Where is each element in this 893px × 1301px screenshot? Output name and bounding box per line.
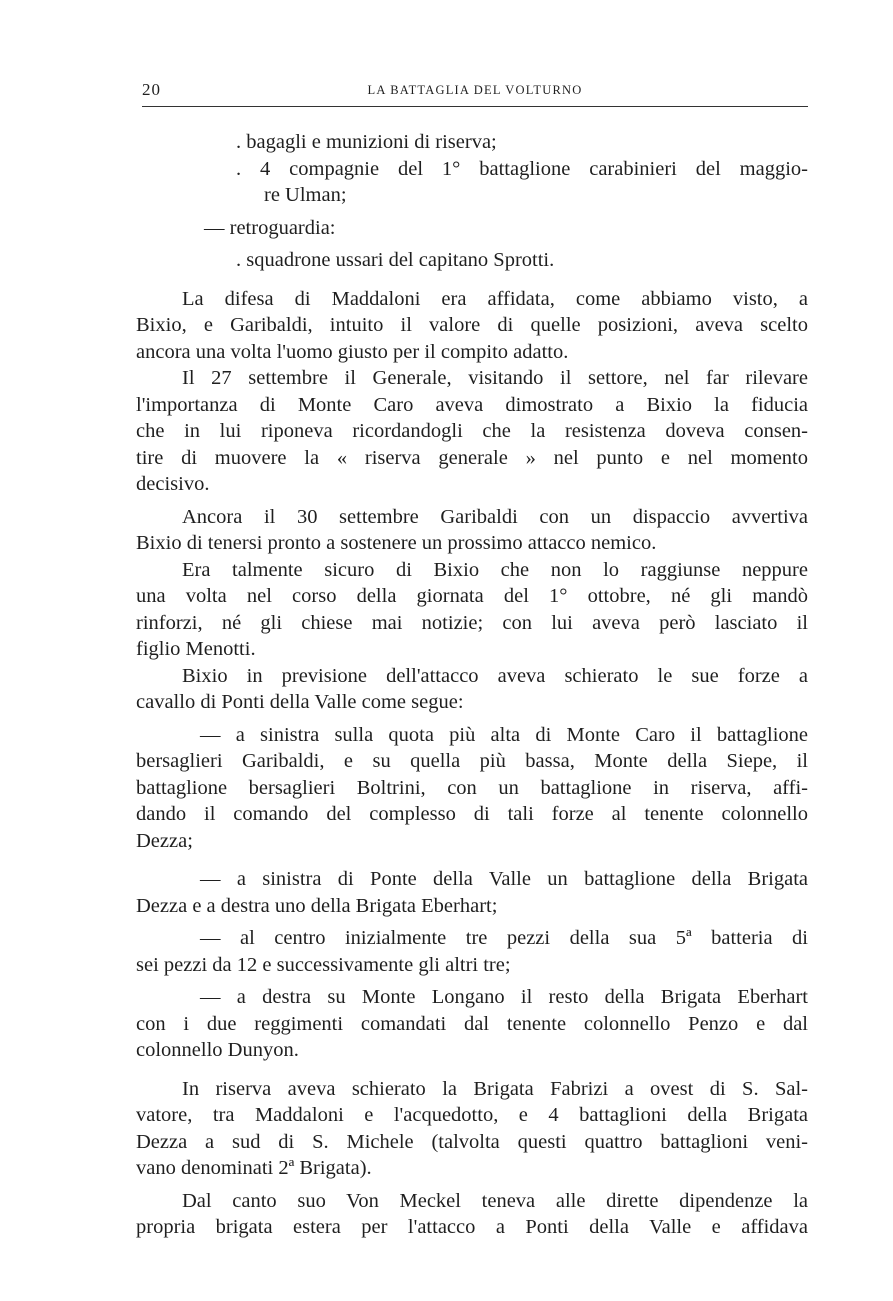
dash-item-line: colonnello Dunyon. — [136, 1039, 299, 1061]
paragraph-line: tire di muovere la « riserva generale » nel punto e nel momento — [136, 446, 808, 469]
list-item: . squadrone ussari del capitano Sprotti. — [236, 249, 555, 271]
dash-item-line: Dezza e a destra uno della Brigata Eberhart; — [136, 894, 498, 917]
header-rule — [142, 106, 808, 107]
page-header — [142, 80, 808, 102]
paragraph-line: l'importanza di Monte Caro aveva dimostrato a Bixio la fiducia — [136, 393, 808, 416]
running-title: LA BATTAGLIA DEL VOLTURNO — [367, 83, 583, 97]
list-item-continuation: re Ulman; — [264, 184, 347, 206]
dash-item-line: con i due reggimenti comandati dal tenente colonnello Penzo e dal — [136, 1012, 808, 1035]
paragraph-line: vatore, tra Maddaloni e l'acquedotto, e 4 battaglioni della Brigata — [136, 1104, 808, 1126]
paragraph-line: che in lui riponeva ricordandogli che la resistenza doveva consen- — [136, 420, 808, 442]
paragraph-line: figlio Menotti. — [136, 638, 256, 660]
body-text — [136, 129, 808, 1241]
paragraph-line: decisivo. — [136, 473, 210, 495]
dash-item-line: bersaglieri Garibaldi, e su quella più bassa, Monte della Siepe, il — [136, 750, 808, 772]
paragraph-line: propria brigata estera per l'attacco a Ponti della Valle e affidava — [136, 1216, 808, 1238]
paragraph-line: Ancora il 30 settembre Garibaldi con un dispaccio avvertiva — [182, 505, 808, 528]
paragraph-line: ancora una volta l'uomo giusto per il compito adatto. — [136, 340, 569, 363]
dash-item-line: — a sinistra sulla quota più alta di Monte Caro il battaglione — [200, 723, 808, 746]
dash-item-line: — a destra su Monte Longano il resto della Brigata Eberhart — [200, 986, 808, 1008]
paragraph-line: Dezza a sud di S. Michele (talvolta questi quattro battaglioni veni- — [136, 1130, 808, 1153]
paragraph-line: Era talmente sicuro di Bixio che non lo raggiunse neppure — [182, 558, 808, 581]
paragraph-line: Bixio di tenersi pronto a sostenere un prossimo attacco nemico. — [136, 532, 657, 554]
dash-item-line: sei pezzi da 12 e successivamente gli altri tre; — [136, 953, 511, 976]
paragraph-line: una volta nel corso della giornata del 1° ottobre, né gli mandò — [136, 585, 808, 607]
page-number: 20 — [142, 80, 161, 99]
dash-item-line: dando il comando del complesso di tali forze al tenente colonnello — [136, 803, 808, 825]
paragraph-line: rinforzi, né gli chiese mai notizie; con lui aveva però lasciato il — [136, 611, 808, 634]
paragraph-line: vano denominati 2ª Brigata). — [136, 1157, 372, 1179]
paragraph-line: Bixio, e Garibaldi, intuito il valore di quelle posizioni, aveva scelto — [136, 314, 808, 336]
dash-item-line: Dezza; — [136, 829, 193, 852]
list-item: . 4 compagnie del 1° battaglione carabinieri del maggio- — [236, 157, 808, 180]
paragraph-line: Il 27 settembre il Generale, visitando il settore, nel far rilevare — [182, 367, 808, 389]
paragraph-line: In riserva aveva schierato la Brigata Fabrizi a ovest di S. Sal- — [182, 1077, 808, 1100]
list-item: . bagagli e munizioni di riserva; — [236, 131, 497, 153]
paragraph-line: Dal canto suo Von Meckel teneva alle dirette dipendenze la — [182, 1189, 808, 1212]
paragraph-line: Bixio in previsione dell'attacco aveva schierato le sue forze a — [182, 664, 808, 687]
dash-item-line: — al centro inizialmente tre pezzi della sua 5ª batteria di — [200, 927, 808, 949]
dash-item-line: battaglione bersaglieri Boltrini, con un battaglione in riserva, affi- — [136, 776, 808, 799]
paragraph-line: cavallo di Ponti della Valle come segue: — [136, 691, 464, 713]
list-heading: — retroguardia: — [204, 216, 336, 239]
paragraph-line: La difesa di Maddaloni era affidata, come abbiamo visto, a — [182, 287, 808, 310]
dash-item-line: — a sinistra di Ponte della Valle un battaglione della Brigata — [200, 868, 808, 890]
